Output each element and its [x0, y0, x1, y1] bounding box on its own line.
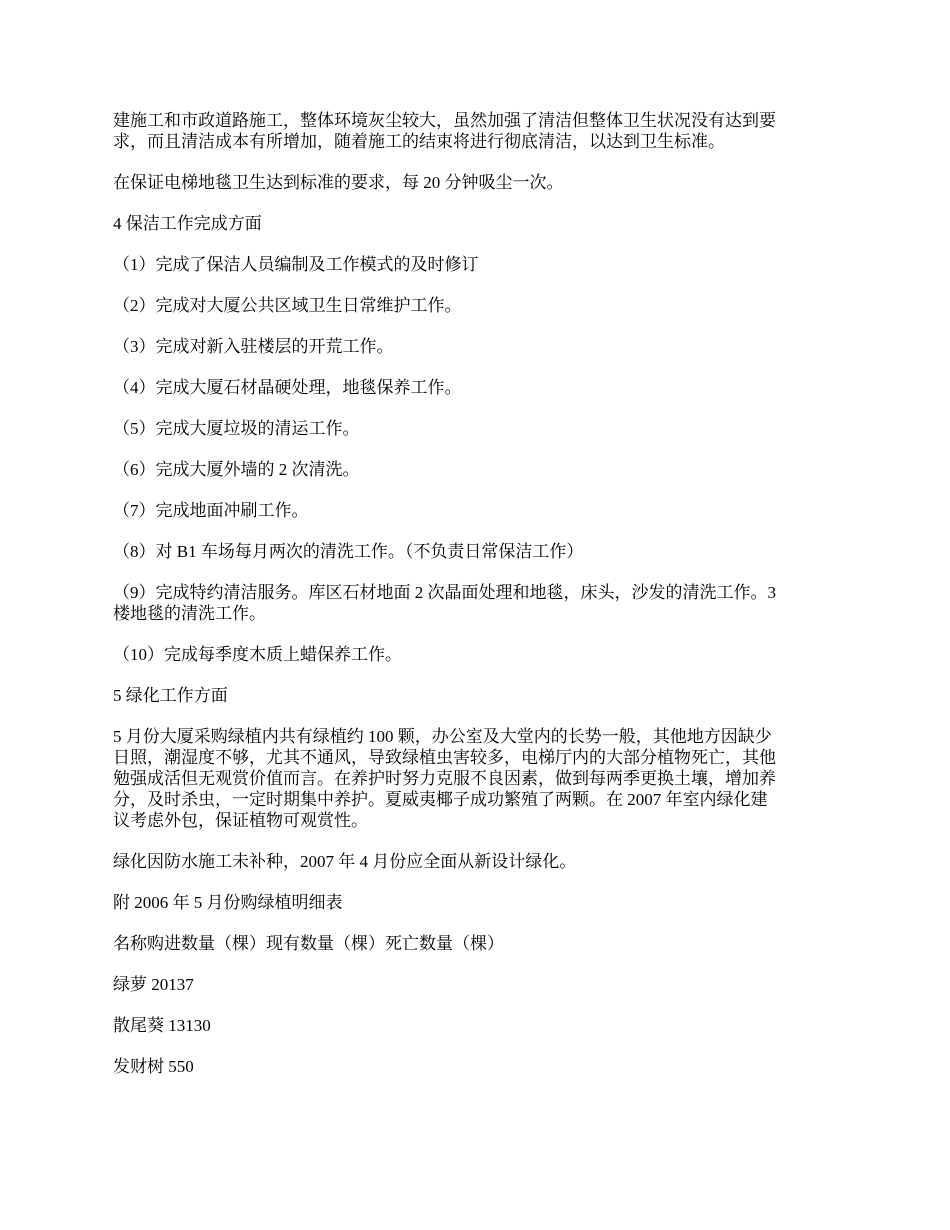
paragraph-greening-plan: 绿化因防水施工未补种，2007 年 4 月份应全面从新设计绿化。: [113, 852, 577, 871]
list-item: （7）完成地面冲刷工作。: [113, 501, 309, 520]
list-item: （4）完成大厦石材晶硬处理，地毯保养工作。: [113, 378, 462, 397]
section-heading-greening: 5 绿化工作方面: [113, 686, 228, 705]
list-item: （5）完成大厦垃圾的清运工作。: [113, 419, 360, 438]
table-row: 绿萝 20137: [113, 975, 194, 994]
table-row: 散尾葵 13130: [113, 1016, 211, 1035]
paragraph-cleaning-status: 建施工和市政道路施工，整体环境灰尘较大，虽然加强了清洁但整体卫生状况没有达到要 求，而且清洁成本有所增加，随着施工的结束将进行彻底清洁，以达到卫生标准。: [113, 111, 776, 151]
table-row: 发财树 550: [113, 1057, 194, 1076]
list-item: （3）完成对新入驻楼层的开荒工作。: [113, 337, 394, 356]
list-item: （10）完成每季度木质上蜡保养工作。: [113, 645, 402, 664]
list-item: （2）完成对大厦公共区域卫生日常维护工作。: [113, 296, 462, 315]
section-heading-cleaning: 4 保洁工作完成方面: [113, 214, 262, 233]
paragraph-greening-status: 5 月份大厦采购绿植内共有绿植约 100 颗，办公室及大堂内的长势一般，其他地方因缺少 日照，潮湿度不够，尤其不通风，导致绿植虫害较多，电梯厅内的大部分植物死亡，其他 勉强成活但无观赏价值而言。在养护时努力克服不良因素，做到每两季更换土壤，增加养 分，及时杀虫，一定时期集中养护。夏威夷椰子成功繁殖了两颗。在 2007 年室内绿化建 议考虑外包，保证植物可观赏性。: [113, 727, 776, 830]
list-item: （6）完成大厦外墙的 2 次清洗。: [113, 460, 360, 479]
list-item: （8）对 B1 车场每月两次的清洗工作。（不负责日常保洁工作）: [113, 542, 584, 561]
paragraph-elevator-carpet: 在保证电梯地毯卫生达到标准的要求，每 20 分钟吸尘一次。: [113, 173, 564, 192]
table-header-row: 名称购进数量（棵）现有数量（棵）死亡数量（棵）: [113, 934, 504, 953]
document-page: [113, 110, 843, 1097]
list-item: （9）完成特约清洁服务。库区石材地面 2 次晶面处理和地毯，床头，沙发的清洗工作。3 楼地毯的清洗工作。: [113, 583, 776, 623]
table-caption: 附 2006 年 5 月份购绿植明细表: [113, 893, 343, 912]
list-item: （1）完成了保洁人员编制及工作模式的及时修订: [113, 255, 479, 274]
